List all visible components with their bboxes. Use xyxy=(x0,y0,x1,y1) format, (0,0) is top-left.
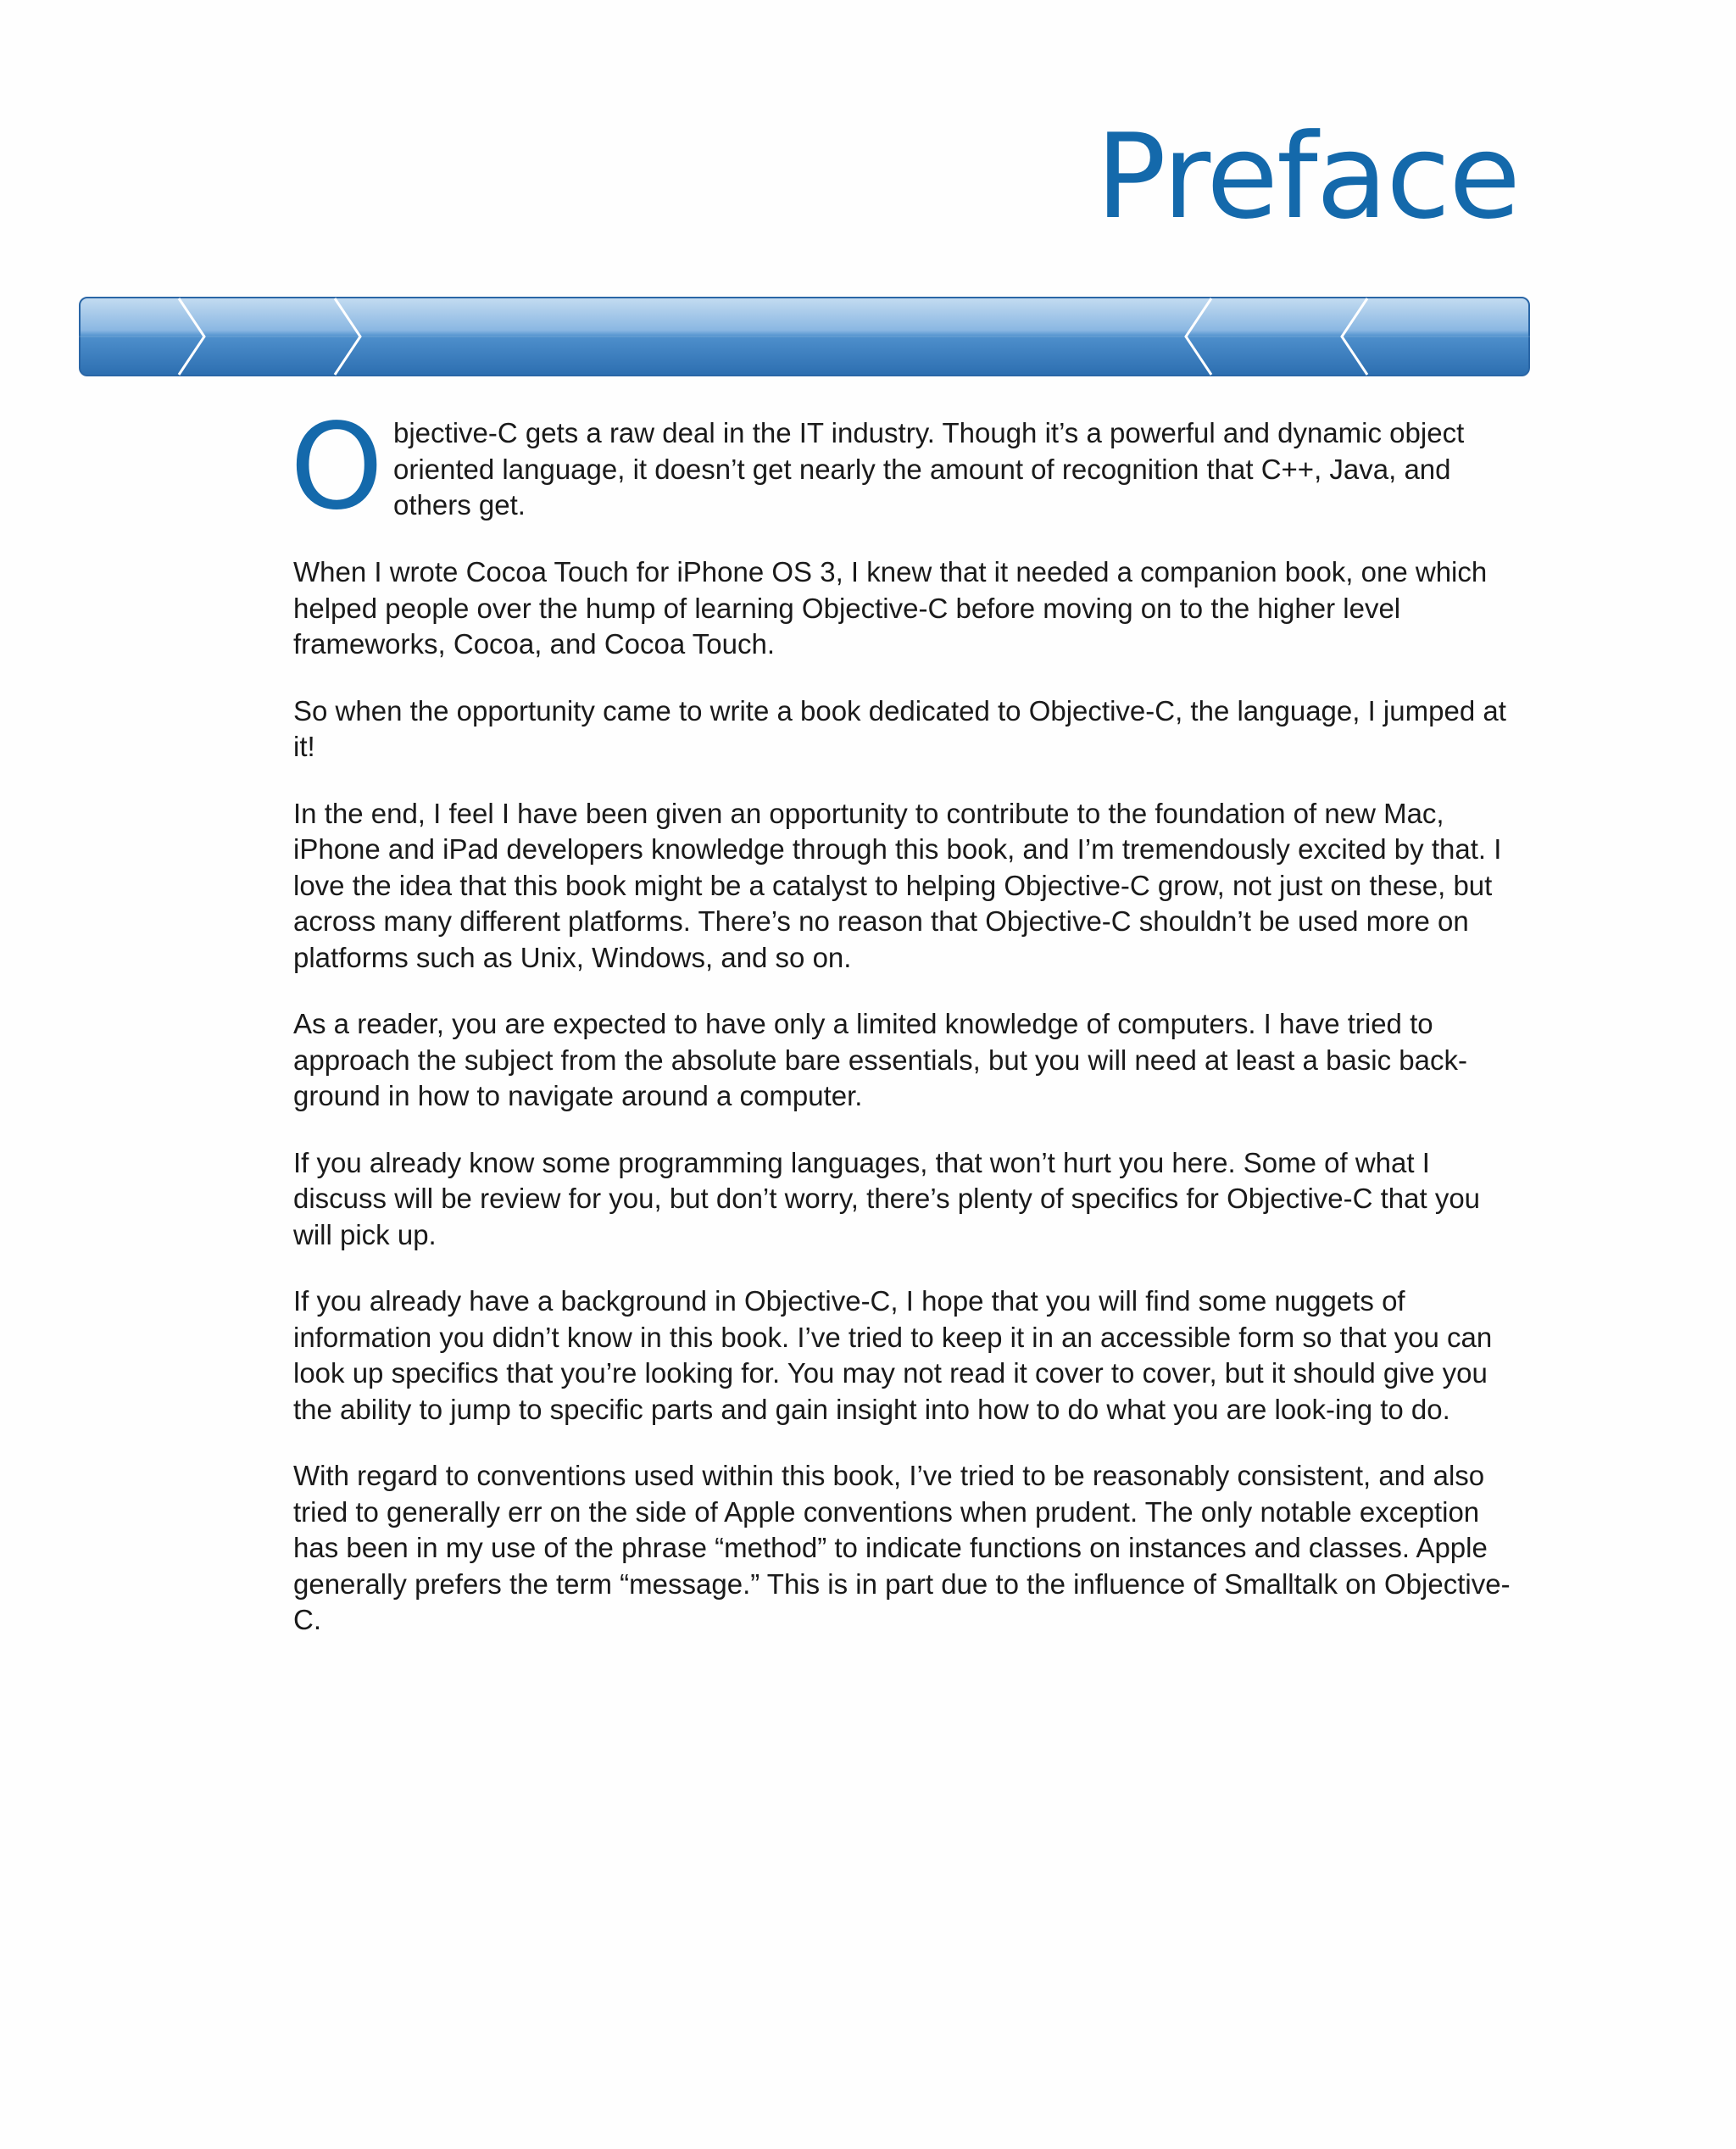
page-title: Preface xyxy=(1095,109,1519,245)
chapter-banner xyxy=(79,297,1530,376)
opening-paragraph xyxy=(290,398,1522,537)
paragraph: As a reader, you are expected to have only a limited knowledge of computers. I have tried to approach the subject from the absolute bare essentials, but you will need at least a basic back-ground in how to navigate around a computer. xyxy=(293,1008,1467,1111)
paragraph: If you already have a background in Objective-C, I hope that you will find some nuggets of information you didn’t know in this book. I’ve tried to keep it in an accessible form so that you can look up specifics that you’re looking for. You may not read it cover to cover, but it should give you the ability to jump to specific parts and gain insight into how to do what you are look-ing to do. xyxy=(293,1285,1493,1425)
paragraph: So when the opportunity came to write a book dedicated to Objective-C, the language, I jumped at it! xyxy=(293,694,1506,762)
paragraph: If you already know some programming languages, that won’t hurt you here. Some of what I discuss will be review for you, but don’t worry, there’s plenty of specifics for Objective-C that you will pick up. xyxy=(293,1146,1481,1250)
paragraph: In the end, I feel I have been given an opportunity to contribute to the foundation of new Mac, iPhone and iPad developers knowledge through this book, and I’m tremendously excited by that. I love the idea that this book might be a catalyst to helping Objective-C grow, not just on these, but across many different platforms. There’s no reason that Objective-C shouldn’t be used more on platforms such as Unix, Windows, and so on. xyxy=(293,797,1502,973)
paragraph: When I wrote Cocoa Touch for iPhone OS 3, I knew that it needed a companion book, one which helped people over the hump of learning Objective-C before moving on to the higher level frameworks, Cocoa, and Cocoa Touch. xyxy=(293,556,1488,660)
opening-paragraph-text: bjective-C gets a raw deal in the IT industry. Though it’s a powerful and dynamic object oriented language, it doesn’t get nearly the amount of recognition that C++, Java, and others get. xyxy=(393,417,1465,521)
drop-cap: O xyxy=(290,398,384,537)
paragraph: With regard to conventions used within this book, I’ve tried to be reasonably consistent, and also tried to generally err on the side of Apple conventions when prudent. The only notable exception has been in my use of the phrase “method” to indicate functions on instances and classes. Apple generally prefers the term “message.” This is in part due to the influence of Smalltalk on Objective-C. xyxy=(293,1460,1511,1635)
preface-body xyxy=(290,398,1522,1669)
